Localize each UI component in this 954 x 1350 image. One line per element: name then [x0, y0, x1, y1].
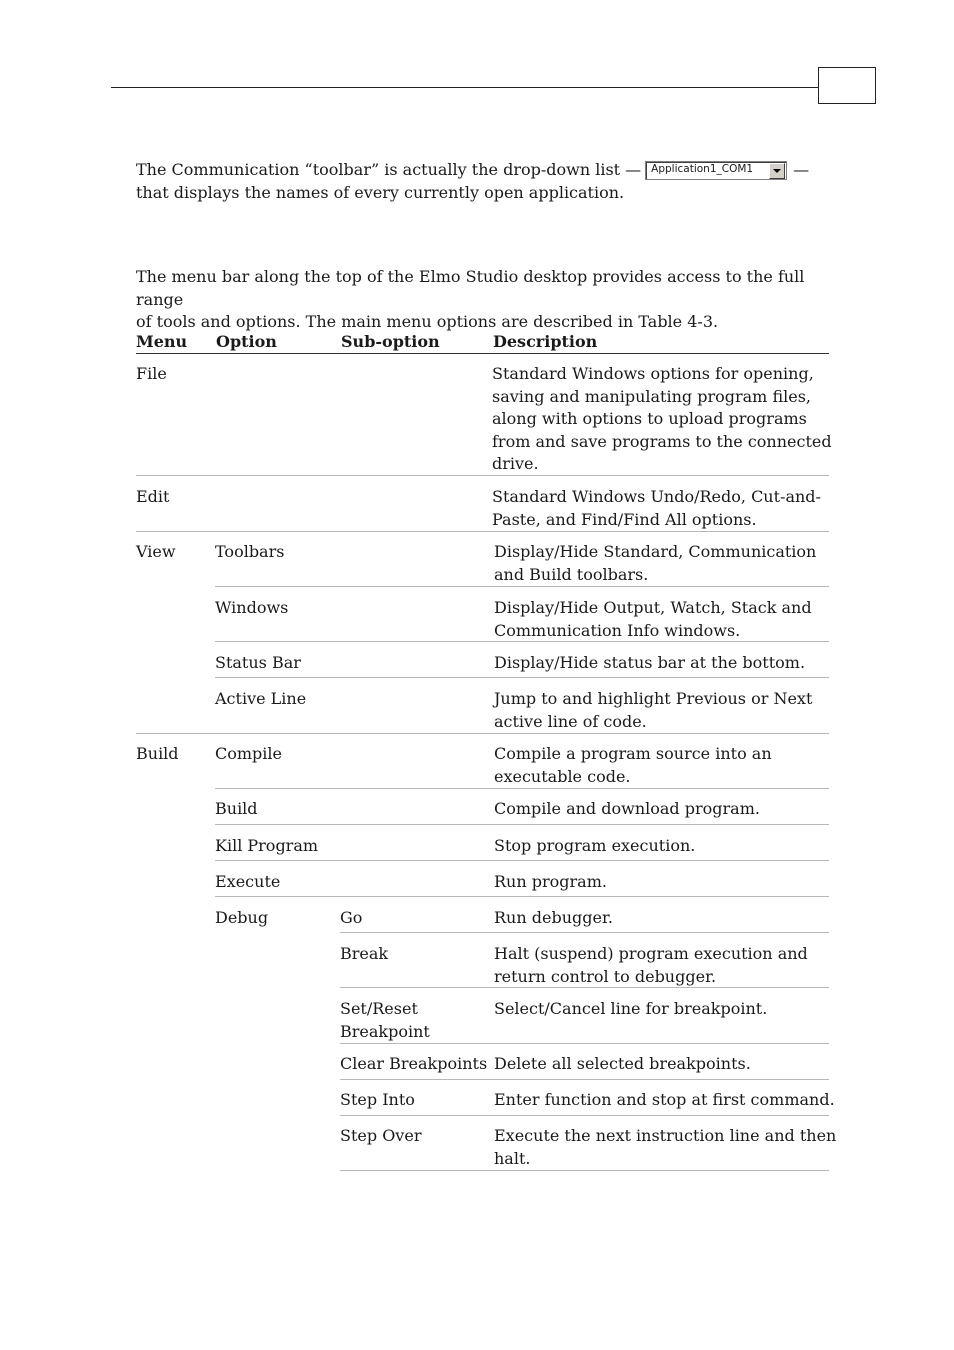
cell-description-line: Compile a program source into an [494, 744, 772, 763]
cell-suboption: Step Over [340, 1126, 422, 1145]
cell-description-line: Display/Hide Standard, Communication [494, 542, 817, 561]
communication-dropdown[interactable] [645, 161, 787, 180]
header-rule [111, 87, 818, 88]
row-divider [215, 824, 829, 825]
cell-description-line: Run debugger. [494, 908, 613, 927]
row-divider [340, 1043, 829, 1044]
cell-option: Build [215, 799, 258, 818]
cell-suboption: Go [340, 908, 363, 927]
header-menu: Menu [136, 332, 188, 351]
cell-option: Windows [215, 598, 289, 617]
cell-description-line: Display/Hide status bar at the bottom. [494, 653, 806, 672]
menu-bar-paragraph [136, 266, 826, 334]
cell-description-line: Delete all selected breakpoints. [494, 1054, 751, 1073]
header-description: Description [493, 332, 598, 351]
row-divider [340, 1115, 829, 1116]
intro-paragraph [136, 159, 816, 204]
cell-description-line: executable code. [494, 766, 631, 786]
cell-description-line: active line of code. [494, 711, 647, 731]
cell-description-line: Enter function and stop at first command. [494, 1090, 835, 1109]
cell-description-line: Standard Windows Undo/Redo, Cut-and- [492, 487, 821, 506]
cell-menu: View [136, 542, 176, 561]
row-divider [136, 531, 829, 532]
header-option: Option [216, 332, 277, 351]
row-divider [136, 475, 829, 476]
cell-menu: Edit [136, 487, 170, 506]
table-header [136, 332, 829, 354]
header-suboption: Sub-option [341, 332, 440, 351]
intro-text-before: The Communication “toolbar” is actually the drop-down list — [136, 160, 642, 179]
cell-description-line: drive. [492, 454, 539, 473]
cell-option: Compile [215, 744, 282, 763]
cell-description-line: and Build toolbars. [494, 564, 649, 584]
row-divider [340, 987, 829, 988]
cell-description-line: Standard Windows options for opening, [492, 364, 814, 383]
row-divider [215, 896, 829, 897]
cell-description-line: Execute the next instruction line and then [494, 1126, 837, 1145]
cell-option: Debug [215, 908, 269, 927]
cell-option: Status Bar [215, 653, 301, 672]
row-divider [340, 1079, 829, 1080]
cell-description-line: Display/Hide Output, Watch, Stack and [494, 598, 812, 617]
row-divider [340, 932, 829, 933]
cell-description-line: return control to debugger. [494, 966, 717, 986]
chevron-down-icon[interactable] [769, 163, 785, 179]
row-divider [215, 860, 829, 861]
cell-description-line: along with options to upload programs [492, 409, 807, 428]
cell-option: Execute [215, 872, 281, 891]
cell-description-line: Communication Info windows. [494, 620, 741, 640]
menu-para-line2: of tools and options. The main menu options are described in Table 4-3. [136, 312, 719, 331]
cell-menu: File [136, 364, 167, 383]
row-divider [215, 641, 829, 642]
cell-description-line: saving and manipulating program files, [492, 386, 811, 406]
row-divider [136, 733, 829, 734]
cell-menu: Build [136, 744, 179, 763]
cell-description-line: Paste, and Find/Find All options. [492, 509, 757, 529]
cell-description-line: Stop program execution. [494, 836, 696, 855]
cell-description-line: Compile and download program. [494, 799, 760, 818]
dropdown-value: Application1_COM1 [651, 163, 754, 175]
cell-suboption: Set/Reset Breakpoint [340, 999, 430, 1041]
row-divider [215, 586, 829, 587]
cell-description-line: halt. [494, 1148, 531, 1168]
cell-description-line: from and save programs to the connected [492, 431, 832, 451]
row-divider [340, 1170, 829, 1171]
cell-description-line: Halt (suspend) program execution and [494, 944, 808, 963]
cell-description-line: Jump to and highlight Previous or Next [494, 689, 813, 708]
cell-option: Kill Program [215, 836, 319, 855]
cell-description-line: Run program. [494, 872, 607, 891]
menu-para-line1: The menu bar along the top of the Elmo Studio desktop provides access to the full range [136, 267, 805, 309]
cell-option: Toolbars [215, 542, 285, 561]
page-number-box [818, 67, 876, 104]
cell-suboption: Step Into [340, 1090, 415, 1109]
cell-suboption: Clear Breakpoints [340, 1054, 488, 1073]
cell-suboption: Break [340, 944, 389, 963]
cell-description-line: Select/Cancel line for breakpoint. [494, 999, 768, 1018]
cell-option: Active Line [215, 689, 307, 708]
row-divider [215, 677, 829, 678]
intro-text-line2: that displays the names of every currently open application. [136, 182, 625, 202]
intro-text-after: — [793, 160, 810, 179]
row-divider [215, 788, 829, 789]
